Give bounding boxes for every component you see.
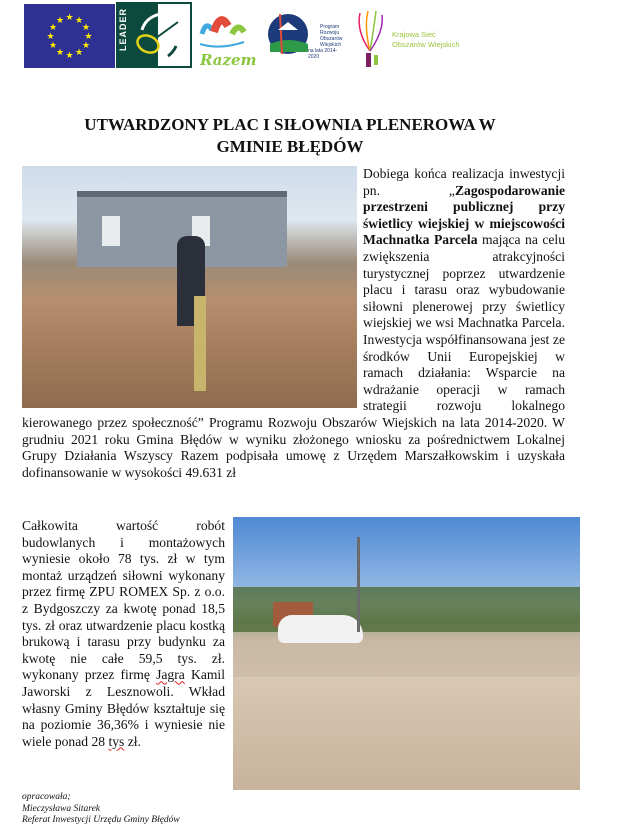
prow-logo: Program Rozwoju Obszarów Wiejskich na lata 2014-2020 [258,4,348,68]
author-footer: opracowała; Mieczysława Sitarek Referat Inwestycji Urzędu Gminy Błędów [22,792,180,825]
svg-text:★: ★ [81,41,91,51]
svg-text:★: ★ [65,51,74,61]
svg-text:★: ★ [74,48,84,58]
leader-logo: LEADER [116,2,192,68]
svg-text:Razem: Razem [200,51,257,69]
ksow-logo: Krajowa Sieć Obszarów Wiejskich [350,7,470,69]
svg-text:★: ★ [55,16,65,26]
wszyscy-razem-logo [196,8,258,70]
svg-text:★: ★ [84,32,93,42]
svg-text:★: ★ [81,23,91,33]
section-intro: Dobiega końca realizacja inwestycji pn. „Zagospodarowanie przestrzeni publicznej przy świetlicy wiejskiej w miejscowości Machnatka Parcela mająca na celu zwiększenia atrakcyjności turystycznej poprzez utwardzenie placu i tarasu oraz wybudowanie siłowni plenerowej przy świetlicy wiejskiej we wsi Machnatka Parcela. Inwestycja współfinansowana jest ze środków Unii Europejskiej w ramach działania: Wsparcie na wdrażanie operacji w ramach strategii rozwoju lokalnego kierowanego przez społeczność” Programu Rozwoju Obszarów Wiejskich na lata 2014-2020. W grudniu 2021 roku Gmina Błędów w wyniku złożonego wniosku za pośrednictwem Lokalnej Grupy Działania Wszyscy Razem podpisała umowę z Urzędem Marszałkowskim i uzyskała dofinansowanie w wysokości 49.631 zł [22,166,566,480]
photo-paved-square [233,517,580,790]
section-costs: Całkowita wartość robót budowlanych i montażowych wyniesie około 78 tys. zł w tym montaż urządzeń siłowni wykonany przez firmę ZPU ROMEX Sp. z o.o. z Bydgoszczy za kwotę ponad 18,5 tys. zł oraz utwardzenie placu kostką brukową i tarasu przy budynku za kwotę nie całe 59,5 tys. zł. wykonany przez firmę Jagra Kamil Jaworski z Lesznowoli. Wkład własny Gminy Błędów kształtuje się na poziomie 36,36% i wyniesie nie wiele ponad 28 tys zł. [22,518,225,749]
svg-text:★: ★ [48,41,58,51]
svg-text:★: ★ [65,13,74,23]
logo-bar [0,2,621,70]
photo-building-construction [22,166,357,408]
eu-flag-logo [24,4,115,68]
svg-text:★: ★ [46,32,55,42]
svg-text:★: ★ [48,23,58,33]
page-title: UTWARDZONY PLAC I SIŁOWNIA PLENEROWA W GMINIE BŁĘDÓW [84,115,496,156]
svg-text:★: ★ [74,16,84,26]
svg-text:★: ★ [55,48,65,58]
